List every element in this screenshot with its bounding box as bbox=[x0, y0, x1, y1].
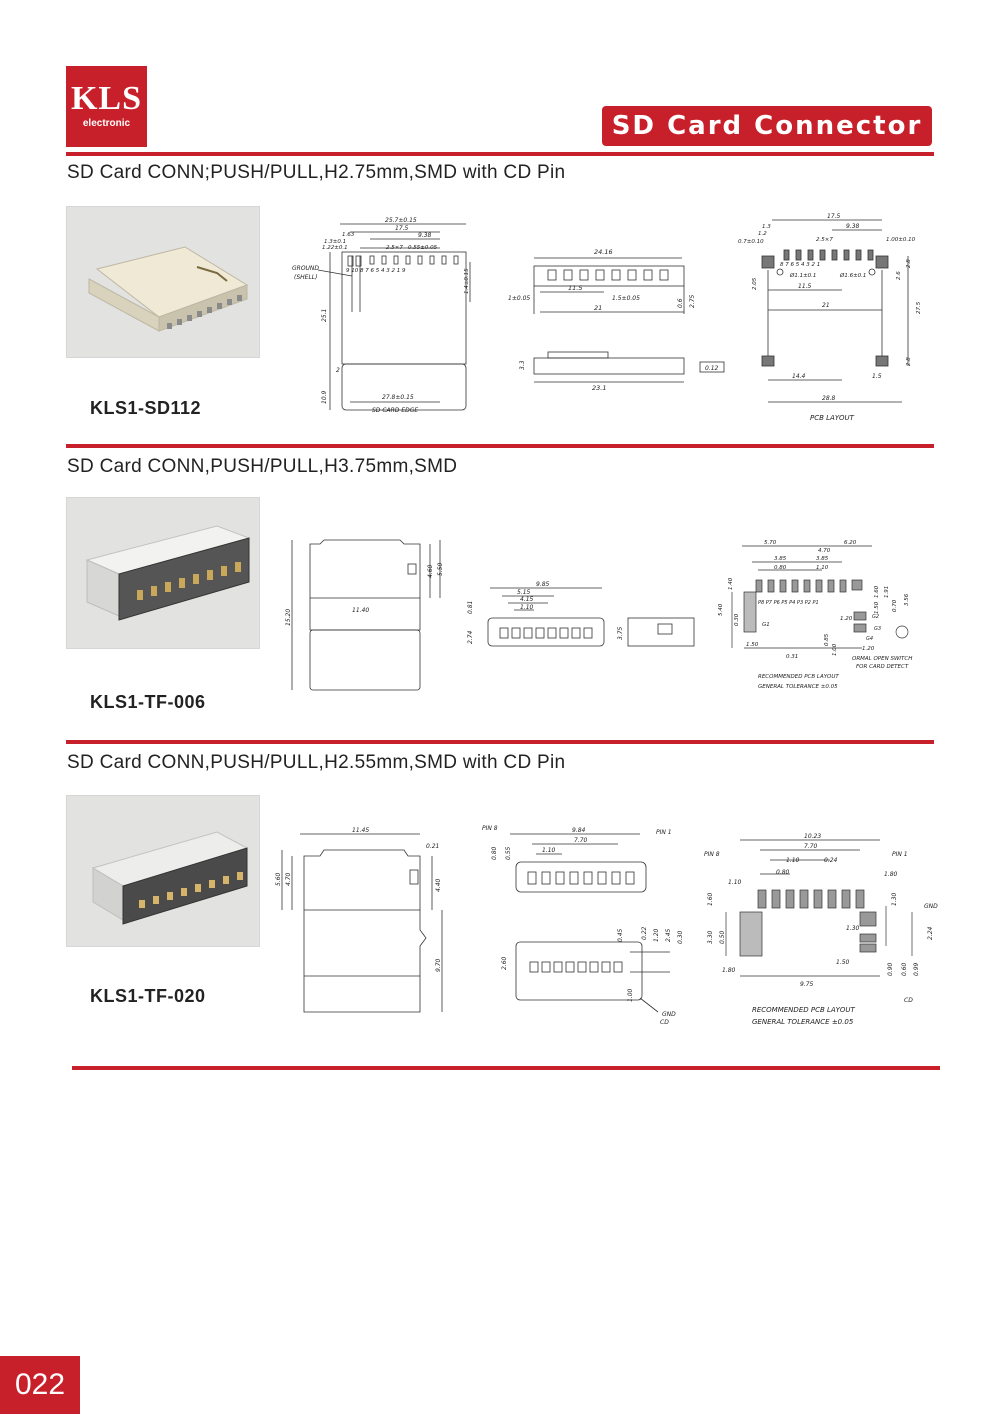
dim-label: 1.3 bbox=[762, 224, 771, 230]
section-title-3: SD Card CONN,PUSH/PULL,H2.55mm,SMD with CD Pin bbox=[67, 752, 566, 773]
dim-label: 1.5 bbox=[872, 373, 882, 380]
dim-label: 27.5 bbox=[916, 301, 922, 314]
dim-label: 1.50 bbox=[746, 642, 759, 648]
dim-label: 4.40 bbox=[435, 878, 442, 892]
dim-label: 2.05 bbox=[752, 277, 758, 290]
dim-label: 23.1 bbox=[592, 384, 607, 392]
dim-label: 9.38 bbox=[846, 223, 860, 230]
dim-label: 2.5×7 bbox=[816, 237, 833, 243]
dim-label: 1.10 bbox=[520, 604, 534, 611]
dim-label: 0.70 bbox=[892, 599, 898, 612]
dim-label: 5.50 bbox=[437, 562, 444, 576]
drawing-front-sd112 bbox=[290, 212, 480, 427]
dim-label: 7.70 bbox=[804, 843, 818, 850]
section-title-2: SD Card CONN,PUSH/PULL,H3.75mm,SMD bbox=[67, 456, 458, 477]
dim-label: 0.85 bbox=[824, 633, 830, 646]
dim-label: 4.70 bbox=[285, 872, 292, 886]
drawing-pcb-tf006 bbox=[712, 536, 928, 696]
drawing-front-tf006 bbox=[462, 580, 707, 655]
dim-label: 1.80 bbox=[722, 967, 736, 974]
section-title-1: SD Card CONN;PUSH/PULL,H2.75mm,SMD with CD Pin bbox=[67, 162, 566, 183]
dim-label: 5.15 bbox=[517, 589, 531, 596]
dim-label: 0.99 bbox=[913, 962, 920, 976]
dim-label: 0.55 bbox=[505, 846, 512, 860]
dim-label: 7.70 bbox=[574, 837, 588, 844]
pcb-layout-label: PCB LAYOUT bbox=[810, 414, 854, 422]
page-number: 022 bbox=[0, 1356, 80, 1414]
dim-label: 1.30 bbox=[846, 925, 860, 932]
cd-label: CD bbox=[660, 1019, 669, 1026]
dim-label: 25.7±0.15 bbox=[385, 217, 417, 224]
dim-label: 1.63 bbox=[342, 232, 355, 238]
dim-label: 0.6 bbox=[677, 298, 684, 308]
dim-label: 15.20 bbox=[285, 608, 292, 626]
dim-label: 2 bbox=[336, 367, 340, 374]
part-number-tf006: KLS1-TF-006 bbox=[90, 692, 206, 712]
connector-illustration-sd112 bbox=[67, 207, 259, 357]
dim-label: 1.22±0.1 bbox=[322, 245, 348, 251]
dim-label: 1.80 bbox=[884, 871, 898, 878]
dim-label: 3.3 bbox=[519, 360, 526, 370]
drawing-top-tf020 bbox=[270, 826, 460, 1021]
dim-label: 1.50 bbox=[836, 959, 850, 966]
dim-label: 9.85 bbox=[536, 581, 550, 588]
dim-label: 2.60 bbox=[501, 956, 508, 970]
dim-label: 1.4±0.15 bbox=[464, 268, 470, 294]
section-divider-1 bbox=[66, 444, 934, 448]
header-title: SD Card Connector bbox=[602, 106, 932, 146]
dim-label: 1.40 bbox=[728, 577, 734, 590]
dim-label: 1.10 bbox=[542, 847, 556, 854]
pin-numbers: 8 7 6 5 4 3 2 1 bbox=[780, 262, 821, 268]
section-divider-2 bbox=[66, 740, 934, 744]
dim-label: 21 bbox=[822, 302, 830, 309]
dim-label: 3.85 bbox=[774, 556, 787, 562]
dim-label: 3.30 bbox=[707, 930, 714, 944]
dim-label: 5.70 bbox=[764, 540, 777, 546]
section-divider-3 bbox=[72, 1066, 940, 1070]
product-photo-sd112 bbox=[66, 206, 260, 358]
dim-label: 28.8 bbox=[822, 395, 836, 402]
dim-label: 0.80 bbox=[491, 846, 498, 860]
dim-label: 2.5×7 bbox=[386, 245, 403, 251]
dim-label: 4.70 bbox=[818, 548, 831, 554]
drawing-top-tf006 bbox=[280, 530, 450, 700]
pcb-layout-label: RECOMMENDED PCB LAYOUT bbox=[752, 1006, 855, 1014]
dim-label: 2.75 bbox=[689, 294, 696, 308]
dim-label: 0.24 bbox=[824, 857, 838, 864]
dim-label: 11.5 bbox=[568, 284, 583, 292]
gnd-label: GND bbox=[924, 903, 938, 910]
dim-label: 3.85 bbox=[816, 556, 829, 562]
drawing-side-sd112 bbox=[504, 240, 729, 395]
header-divider bbox=[66, 152, 934, 156]
dim-label: 1.5±0.05 bbox=[612, 295, 640, 302]
part-number-tf020: KLS1-TF-020 bbox=[90, 986, 206, 1006]
dim-label: 9.75 bbox=[800, 981, 814, 988]
product-photo-tf006 bbox=[66, 497, 260, 649]
dim-label: 2.8 bbox=[906, 357, 912, 366]
dim-label: 4.60 bbox=[427, 564, 434, 578]
drawing-pcb-sd112 bbox=[732, 210, 928, 428]
dim-label: 1.2 bbox=[758, 231, 767, 237]
dim-label: 2.6 bbox=[896, 271, 902, 280]
ground-label: G2 bbox=[872, 614, 880, 620]
dim-label: 1.20 bbox=[862, 646, 875, 652]
part-number-sd112: KLS1-SD112 bbox=[90, 398, 202, 418]
dim-label: 1.3±0.1 bbox=[324, 239, 347, 245]
dim-label: 0.7±0.10 bbox=[738, 239, 764, 245]
dim-label: 1.20 bbox=[840, 616, 853, 622]
dim-label: 1.91 bbox=[884, 585, 890, 598]
pin-label: PIN 1 bbox=[656, 829, 672, 836]
dim-label: 1.60 bbox=[874, 585, 880, 598]
dim-label: 2.24 bbox=[927, 926, 934, 940]
dim-label: 5.60 bbox=[275, 872, 282, 886]
dim-label: 2.45 bbox=[665, 928, 672, 942]
dim-label: 17.5 bbox=[395, 225, 409, 232]
logo-subtitle: electronic bbox=[82, 118, 131, 129]
dim-label: 1.10 bbox=[786, 857, 800, 864]
dim-label: 10.9 bbox=[321, 390, 328, 404]
switch-note: ORMAL OPEN SWITCH bbox=[852, 656, 913, 662]
dim-label: 9.38 bbox=[418, 232, 432, 239]
dim-label: 11.5 bbox=[798, 283, 812, 290]
dim-label: 1.20 bbox=[653, 928, 660, 942]
edge-label: SD CARD EDGE bbox=[372, 407, 419, 414]
gnd-label: GND bbox=[662, 1011, 676, 1018]
dim-label: 0.90 bbox=[887, 962, 894, 976]
dim-label: 3.75 bbox=[617, 626, 624, 640]
tolerance-label: GENERAL TOLERANCE ±0.05 bbox=[758, 684, 838, 690]
pin-label: PIN 8 bbox=[704, 851, 720, 858]
dim-label: 1.00 bbox=[832, 643, 838, 656]
pcb-layout-label: RECOMMENDED PCB LAYOUT bbox=[758, 674, 839, 680]
dim-label: Ø1.6±0.1 bbox=[840, 273, 867, 279]
dim-label: 0.60 bbox=[901, 962, 908, 976]
connector-illustration-tf006 bbox=[67, 498, 259, 648]
dim-label: 6.20 bbox=[844, 540, 857, 546]
switch-note: FOR CARD DETECT bbox=[856, 664, 909, 670]
dim-label: 9.84 bbox=[572, 827, 586, 834]
dim-label: 0.12 bbox=[705, 365, 719, 372]
dim-label: 0.80 bbox=[776, 869, 790, 876]
dim-label: 0.30 bbox=[677, 930, 684, 944]
dim-label: 27.8±0.15 bbox=[382, 394, 414, 401]
cd-label: CD bbox=[904, 997, 913, 1004]
dim-label: 2.8 bbox=[906, 259, 912, 268]
company-logo bbox=[66, 66, 147, 147]
dim-label: 0.50 bbox=[719, 930, 726, 944]
dim-label: 25.1 bbox=[321, 308, 328, 322]
pin-label: PIN 8 bbox=[482, 825, 498, 832]
dim-label: 0.21 bbox=[426, 843, 440, 850]
dim-label: 14.4 bbox=[792, 373, 806, 380]
shell-label: (SHELL) bbox=[294, 274, 318, 281]
dim-label: 0.45 bbox=[617, 928, 624, 942]
dim-label: 2.74 bbox=[467, 630, 474, 644]
dim-label: 1.00 bbox=[627, 988, 634, 1002]
dim-label: 21 bbox=[594, 304, 603, 312]
dim-label: 17.5 bbox=[827, 213, 841, 220]
dim-label: 1.10 bbox=[728, 879, 742, 886]
dim-label: 10.23 bbox=[804, 833, 822, 840]
dim-label: 3.56 bbox=[904, 593, 910, 606]
dim-label: 0.80 bbox=[774, 565, 787, 571]
dim-label: 5.40 bbox=[718, 603, 724, 616]
dim-label: 1.10 bbox=[816, 565, 829, 571]
dim-label: 0.31 bbox=[786, 654, 799, 660]
dim-label: 0.55±0.05 bbox=[408, 245, 438, 251]
dim-label: 0.30 bbox=[734, 613, 740, 626]
dim-label: 1.00±0.10 bbox=[886, 237, 916, 243]
pin-numbers: 9 10 8 7 6 5 4 3 2 1 9 bbox=[346, 268, 406, 274]
ground-label: GROUND bbox=[292, 265, 320, 272]
dim-label: Ø1.1±0.1 bbox=[790, 273, 817, 279]
tolerance-label: GENERAL TOLERANCE ±0.05 bbox=[752, 1018, 854, 1026]
ground-label: G1 bbox=[762, 622, 770, 628]
dim-label: 4.15 bbox=[520, 596, 534, 603]
dim-label: 0.81 bbox=[467, 600, 474, 614]
dim-label: 24.16 bbox=[594, 248, 613, 256]
dim-label: 11.45 bbox=[352, 827, 370, 834]
ground-label: G4 bbox=[866, 636, 874, 642]
pin-labels: P8 P7 P6 P5 P4 P3 P2 P1 bbox=[758, 600, 819, 606]
product-photo-tf020 bbox=[66, 795, 260, 947]
drawing-pcb-tf020 bbox=[700, 826, 940, 1036]
connector-illustration-tf020 bbox=[67, 796, 259, 946]
dim-label: 1.30 bbox=[891, 892, 898, 906]
dim-label: 11.40 bbox=[352, 607, 370, 614]
dim-label: 1±0.05 bbox=[508, 295, 531, 302]
pin-label: PIN 1 bbox=[892, 851, 908, 858]
drawing-front-tf020 bbox=[480, 822, 695, 1040]
ground-label: G3 bbox=[874, 626, 882, 632]
dim-label: 1.60 bbox=[707, 892, 714, 906]
logo-mark: KLS bbox=[70, 80, 143, 117]
dim-label: 0.22 bbox=[641, 926, 648, 940]
dim-label: 9.70 bbox=[435, 958, 442, 972]
dim-label: 1.50 bbox=[874, 601, 880, 614]
